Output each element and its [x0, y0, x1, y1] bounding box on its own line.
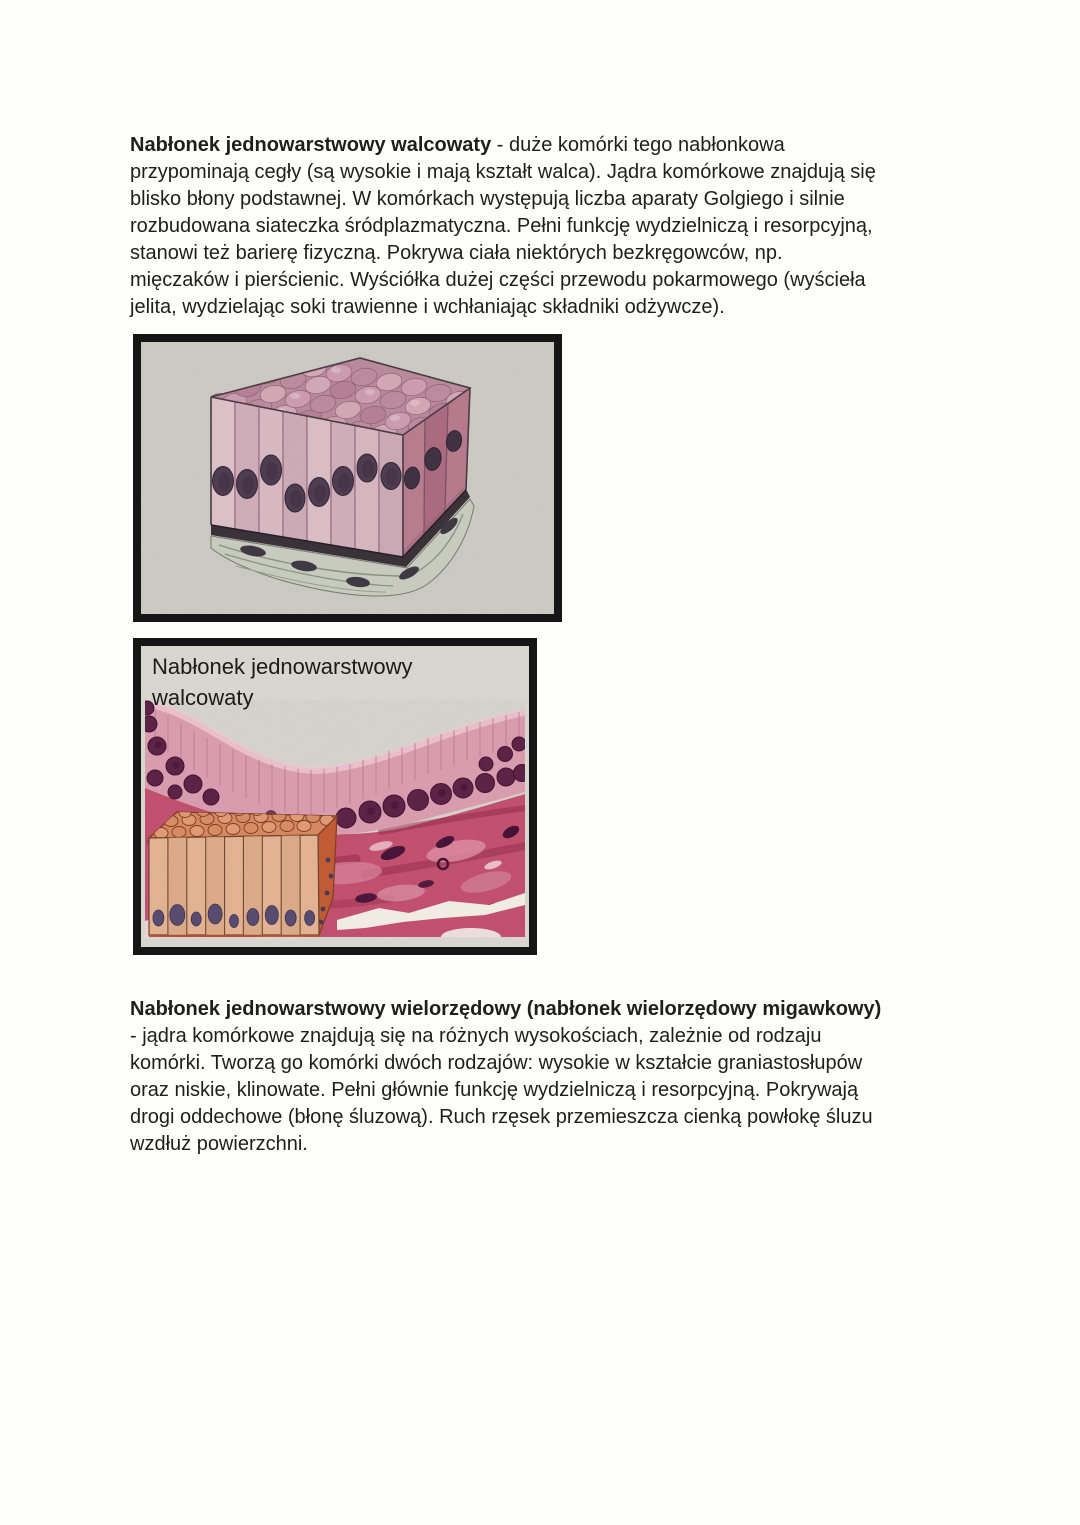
text-line: [130, 996, 1010, 1023]
text-line: blisko błony podstawnej. W komórkach występują liczba aparaty Golgiego i silnie: [130, 188, 845, 210]
paragraph-pseudostratified-epithelium: [130, 996, 1010, 1158]
text-line: drogi oddechowe (błonę śluzową). Ruch rzęsek przemieszcza cienką powłokę śluzu: [130, 1106, 873, 1128]
text-line: przypominają cegły (są wysokie i mają kształt walca). Jądra komórkowe znajdują się: [130, 161, 876, 183]
text-line: mięczaków i pierścienic. Wyściółka dużej części przewodu pokarmowego (wyścieła: [130, 269, 866, 291]
figure-columnar-epithelium-micrograph: [133, 638, 537, 955]
text-line: wzdłuż powierzchni.: [130, 1133, 308, 1155]
columnar-epithelium-3d-illustration: [141, 342, 554, 614]
paragraph-pseudostratified-lead: Nabłonek jednowarstwowy wielorzędowy (nabłonek wielorzędowy migawkowy): [130, 998, 882, 1020]
figure-columnar-epithelium-3d: [133, 334, 562, 622]
text-line: oraz niskie, klinowate. Pełni głównie funkcję wydzielniczą i resorpcyjną. Pokrywają: [130, 1079, 859, 1101]
paragraph-columnar-epithelium: [130, 132, 1010, 321]
text-line: stanowi też barierę fizyczną. Pokrywa ciała niektórych bezkręgowców, np.: [130, 242, 783, 264]
text-line: rozbudowana siateczka śródplazmatyczna. Pełni funkcję wydzielniczą i resorpcyjną,: [130, 215, 873, 237]
paragraph-columnar-lead-rest: - duże komórki tego nabłonkowa: [491, 134, 785, 156]
micrograph-caption: Nabłonek jednowarstwowy walcowaty: [152, 654, 413, 710]
text-line: - jądra komórkowe znajdują się na różnych wysokościach, zależnie od rodzaju: [130, 1025, 822, 1047]
paragraph-columnar-lead: Nabłonek jednowarstwowy walcowaty: [130, 134, 492, 156]
text-line: jelita, wydzielając soki trawienne i wchłaniając składniki odżywcze).: [130, 296, 725, 318]
text-line: komórki. Tworzą go komórki dwóch rodzajów: wysokie w kształcie graniastosłupów: [130, 1052, 863, 1074]
text-line: [130, 132, 1010, 159]
